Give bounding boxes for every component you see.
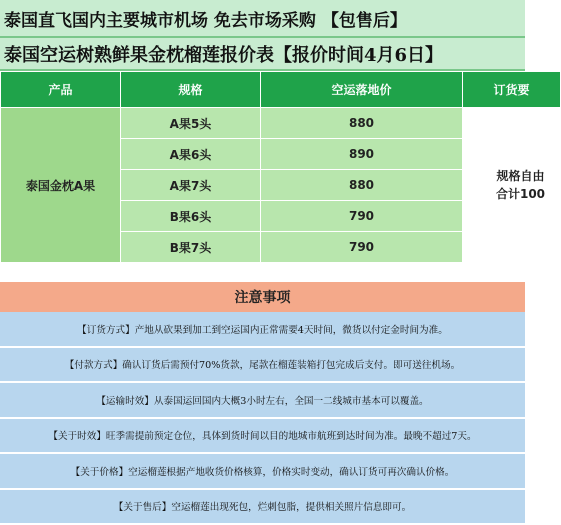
notice-item: 【订货方式】产地从砍果到加工到空运国内正常需要4天时间，微货以付定金时间为准。 bbox=[0, 312, 525, 348]
price-table bbox=[0, 71, 561, 263]
product-cell: 泰国金枕A果 bbox=[1, 108, 121, 263]
order-note-line-2: 合计100 bbox=[495, 187, 546, 201]
price-cell: 890 bbox=[261, 139, 463, 170]
header-title-2: 泰国空运树熟鲜果金枕榴莲报价表【报价时间4月6日】 bbox=[0, 38, 525, 71]
notices-title: 注意事项 bbox=[0, 282, 525, 312]
spec-cell: A果5头 bbox=[121, 108, 261, 139]
price-cell: 790 bbox=[261, 232, 463, 263]
spec-cell: A果6头 bbox=[121, 139, 261, 170]
table-row bbox=[1, 108, 561, 139]
column-header-order: 订货要 bbox=[463, 72, 561, 108]
column-header-price: 空运落地价 bbox=[261, 72, 463, 108]
order-note-cell bbox=[463, 108, 561, 263]
table-header-row bbox=[1, 72, 561, 108]
notice-item: 【运输时效】从泰国运回国内大概3小时左右，全国一二线城市基本可以覆盖。 bbox=[0, 383, 525, 419]
notice-item: 【付款方式】确认订货后需预付70%货款，尾款在榴莲装箱打包完成后支付。即可送往机场。 bbox=[0, 348, 525, 384]
price-cell: 790 bbox=[261, 201, 463, 232]
notices-list bbox=[0, 312, 525, 525]
spec-cell: B果6头 bbox=[121, 201, 261, 232]
column-header-product: 产品 bbox=[1, 72, 121, 108]
column-header-spec: 规格 bbox=[121, 72, 261, 108]
notice-item: 【关于售后】空运榴莲出现死包，烂刺包脂，提供相关照片信息即可。 bbox=[0, 490, 525, 525]
spec-cell: A果7头 bbox=[121, 170, 261, 201]
header-title-1: 泰国直飞国内主要城市机场 免去市场采购 【包售后】 bbox=[0, 0, 525, 38]
price-cell: 880 bbox=[261, 170, 463, 201]
order-note-line-1: 规格自由 bbox=[496, 169, 545, 183]
notice-item: 【关于时效】旺季需提前预定仓位，具体到货时间以目的地城市航班到达时间为准。最晚不超过7天。 bbox=[0, 419, 525, 455]
notice-item: 【关于价格】空运榴莲根据产地收货价格核算，价格实时变动，确认订货可再次确认价格。 bbox=[0, 454, 525, 490]
price-cell: 880 bbox=[261, 108, 463, 139]
spec-cell: B果7头 bbox=[121, 232, 261, 263]
